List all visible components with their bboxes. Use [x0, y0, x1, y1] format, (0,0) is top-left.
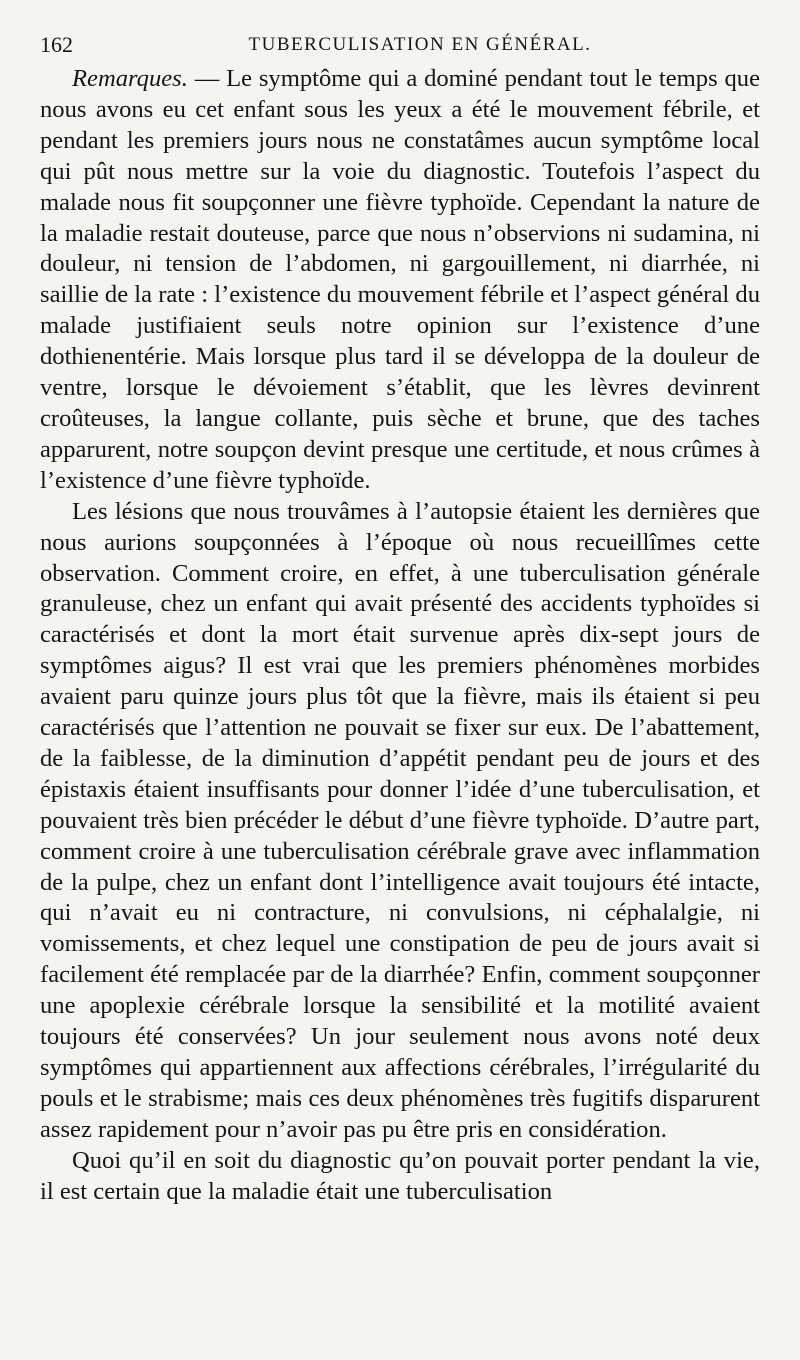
paragraph-conclusion	[40, 1146, 760, 1208]
page-header	[40, 30, 760, 64]
body-text	[40, 64, 760, 1208]
paragraph-text: — Le symptôme qui a dominé pendant tout le temps que nous avons eu cet enfant sous les yeux a été le mouvement fébrile, et pendant les premiers jours nous ne constatâmes aucun symptôme local qui pût nous mettre sur la voie du diagnostic. Toutefois l’aspect du malade nous fit soupçonner une fièvre typhoïde. Cependant la nature de la maladie restait douteuse, parce que nous n’observions ni sudamina, ni douleur, ni tension de l’abdomen, ni gargouillement, ni diarrhée, ni saillie de la rate : l’existence du mouvement fébrile et l’aspect général du malade justifiaient seuls notre opinion sur l’existence d’une dothienentérie. Mais lorsque plus tard il se développa de la douleur de ventre, lorsque le dévoiement s’établit, que les lèvres devinrent croûteuses, la langue collante, puis sèche et brune, que des taches apparurent, notre soupçon devint presque une certitude, et nous crûmes à l’existence d’une fièvre typhoïde.	[40, 65, 760, 494]
paragraph-lesions	[40, 497, 760, 1146]
remarks-label: Remarques.	[72, 65, 188, 92]
paragraph-text: Les lésions que nous trouvâmes à l’autopsie étaient les dernières que nous aurions soupçonnées à l’époque où nous recueillîmes cette observation. Comment croire, en effet, à une tuberculisation générale granuleuse, chez un enfant qui avait présenté des accidents typhoïdes si caractérisés et dont la mort était survenue après dix-sept jours de symptômes aigus? Il est vrai que les premiers phénomènes morbides avaient paru quinze jours plus tôt que la fièvre, mais ils étaient si peu caractérisés que l’attention ne pouvait se fixer sur eux. De l’abattement, de la faiblesse, de la diminution d’appétit pendant peu de jours et des épistaxis étaient insuffisants pour donner l’idée d’une tuberculisation, et pouvaient très bien précéder le début d’une fièvre typhoïde. D’autre part, comment croire à une tuberculisation cérébrale grave avec inflammation de la pulpe, chez un enfant dont l’intelligence avait toujours été intacte, qui n’avait eu ni contracture, ni convulsions, ni céphalalgie, ni vomissements, et chez lequel une constipation de peu de jours avait si facilement été remplacée par de la diarrhée? Enfin, comment soupçonner une apoplexie cérébrale lorsque la sensibilité et la motilité avaient toujours été conservées? Un jour seulement nous avons noté deux symptômes qui appartiennent aux affections cérébrales, l’irrégularité du pouls et le strabisme; mais ces deux phénomènes très fugitifs disparurent assez rapidement pour n’avoir pas pu être pris en considération.	[40, 497, 760, 1143]
page-number: 162	[40, 32, 73, 57]
paragraph-text: Quoi qu’il en soit du diagnostic qu’on pouvait porter pendant la vie, il est certain que la maladie était une tuberculisation	[40, 1146, 760, 1205]
paragraph-remarks	[40, 64, 760, 497]
running-head: TUBERCULISATION EN GÉNÉRAL.	[248, 34, 592, 55]
